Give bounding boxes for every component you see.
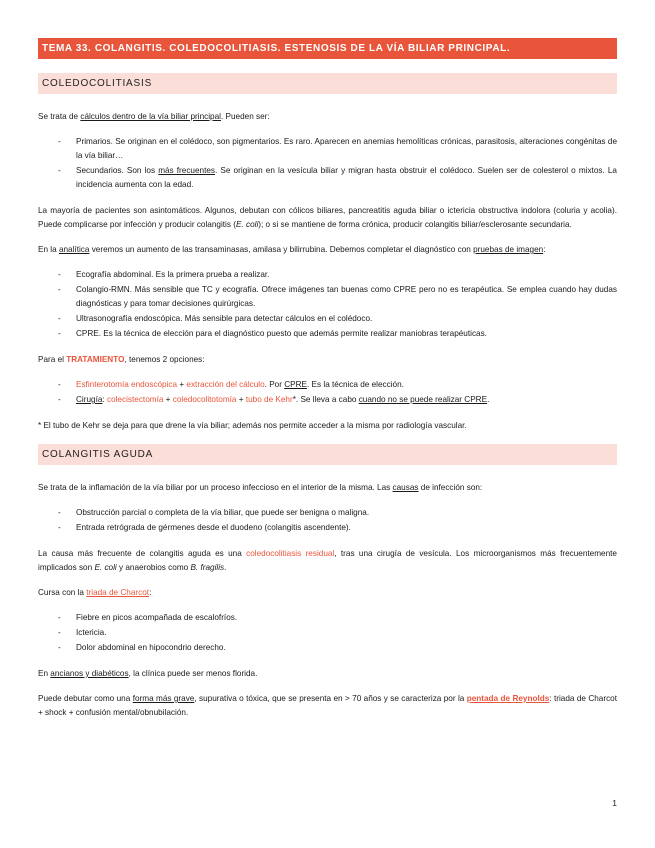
- list-item: - Dolor abdominal en hipocondrio derecho.: [38, 641, 617, 655]
- clinical-paragraph: La mayoría de pacientes son asintomáticos. Algunos, debutan con cólicos biliares, pancreatitis aguda biliar o ictericia obstructiva indolora (coluria y acolia). Puede complicarse por infección y producir colangitis (E. coli); o si se mantiene de forma crónica, producir colangitis biliar/esclerosante secundaria.: [38, 206, 617, 229]
- analytics-paragraph: En la analítica veremos un aumento de las transaminasas, amilasa y bilirrubina. Debemos completar el diagnóstico con pruebas de imagen:: [38, 245, 546, 254]
- elderly-paragraph: En ancianos y diabéticos, la clínica puede ser menos florida.: [38, 669, 258, 678]
- intro-paragraph: Se trata de cálculos dentro de la vía biliar principal. Pueden ser:: [38, 112, 270, 121]
- frequent-cause-paragraph: La causa más frecuente de colangitis aguda es una coledocolitiasis residual, tras una cirugía de vesícula. Los microorganismos más frecuentemente implicados son E. coli y anaerobios como B. fragilis.: [38, 549, 617, 572]
- page-number: 1: [612, 798, 617, 808]
- list-item: - Colangio-RMN. Más sensible que TC y ecografía. Ofrece imágenes tan buenas como CPRE pero no es terapéutica. Se emplea cuando hay dudas diagnósticas y para tomar decisiones quirúrgicas.: [38, 283, 617, 311]
- list-item: - Fiebre en picos acompañada de escalofríos.: [38, 611, 617, 625]
- severe-form-paragraph: Puede debutar como una forma más grave, supurativa o tóxica, que se presenta en > 70 años y se caracteriza por la pentada de Reynolds: triada de Charcot + shock + confusión mental/obnubilación.: [38, 694, 617, 717]
- section-heading-colangitis: COLANGITIS AGUDA: [38, 444, 617, 465]
- footnote: * El tubo de Kehr se deja para que drene la vía biliar; además nos permite acceder a la misma por radiología vascular.: [38, 421, 467, 430]
- document-title: TEMA 33. COLANGITIS. COLEDOCOLITIASIS. ESTENOSIS DE LA VÍA BILIAR PRINCIPAL.: [38, 38, 617, 59]
- list-item: - Esfinterotomía endoscópica + extracción del cálculo. Por CPRE. Es la técnica de elección.: [38, 378, 617, 392]
- document-page: [38, 38, 617, 731]
- list-item: - Secundarios. Son los más frecuentes. Se originan en la vesícula biliar y migran hasta obstruir el colédoco. Suelen ser de colesterol o mixtos. La incidencia aumenta con la edad.: [38, 164, 617, 192]
- imaging-list: [38, 268, 617, 341]
- list-item: - Primarios. Se originan en el colédoco, son pigmentarios. Es raro. Aparecen en anemias hemolíticas crónicas, parasitosis, alteraciones congénitas de la vía biliar…: [38, 135, 617, 163]
- list-item: - Cirugía: colecistectomía + coledocolitotomía + tubo de Kehr*. Se lleva a cabo cuando no se puede realizar CPRE.: [38, 393, 617, 407]
- list-item: - Ictericia.: [38, 626, 617, 640]
- list-item: - Ultrasonografía endoscópica. Más sensible para detectar cálculos en el colédoco.: [38, 312, 617, 326]
- list-item: - Ecografía abdominal. Es la primera prueba a realizar.: [38, 268, 617, 282]
- causes-list: [38, 506, 617, 535]
- treatment-paragraph: Para el TRATAMIENTO, tenemos 2 opciones:: [38, 355, 205, 364]
- charcot-list: [38, 611, 617, 655]
- types-list: [38, 135, 617, 192]
- section-heading-coledocolitiasis: COLEDOCOLITIASIS: [38, 73, 617, 94]
- list-item: - CPRE. Es la técnica de elección para el diagnóstico puesto que además permite realizar maniobras terapéuticas.: [38, 327, 617, 341]
- colangitis-intro: Se trata de la inflamación de la vía biliar por un proceso infeccioso en el interior de la misma. Las causas de infección son:: [38, 483, 483, 492]
- list-item: - Entrada retrógrada de gérmenes desde el duodeno (colangitis ascendente).: [38, 521, 617, 535]
- list-item: - Obstrucción parcial o completa de la vía biliar, que puede ser benigna o maligna.: [38, 506, 617, 520]
- charcot-paragraph: Cursa con la triada de Charcot:: [38, 588, 152, 597]
- treatment-list: [38, 378, 617, 407]
